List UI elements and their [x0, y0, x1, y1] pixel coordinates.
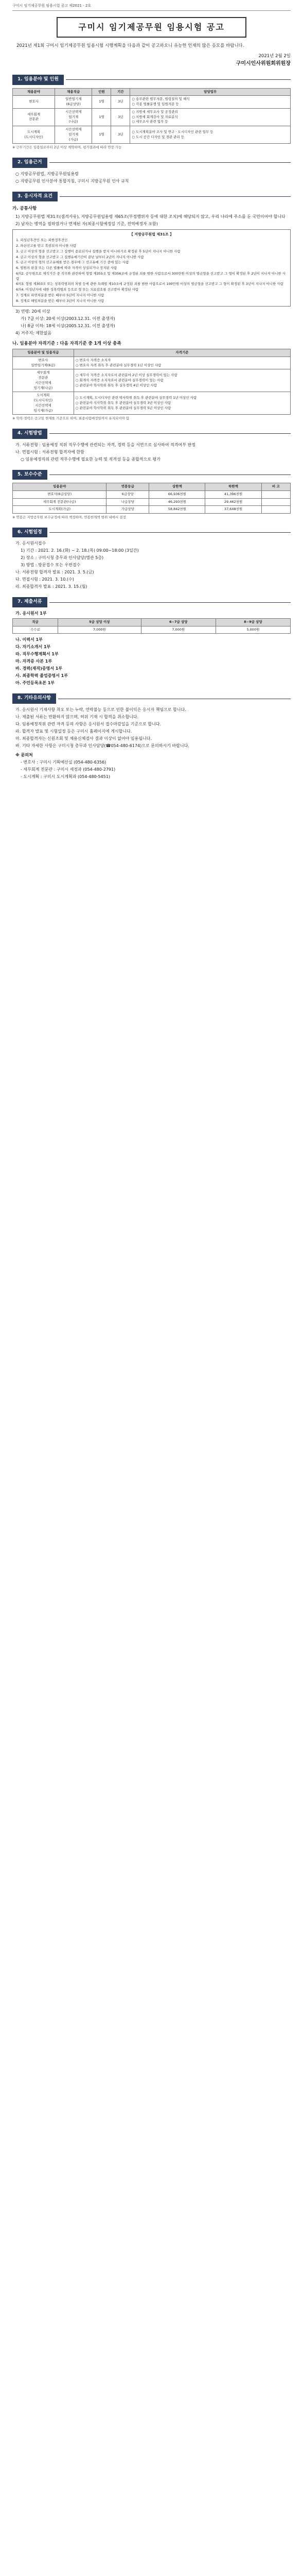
- list-item: 다. 임용예정직위 관련 자격 등의 사항은 응시원서 접수마감일을 기준으로 합니다.: [15, 721, 161, 726]
- issuer: 구미시인사위원회위원장: [236, 61, 291, 66]
- section-heading: 8. 기타유의사항: [12, 693, 56, 704]
- table-row: 세무회계 전문관 시간선택제 임기제 (나급) 1명 3년 ○ 지방세 세무조사 및 공정관리 ○ 지방세 회계감사 및 자료분석 ○ 세무조사 관련 업무 등: [13, 108, 291, 126]
- table-row: 도시계획 (도시디자인) 시간선택제 임기제 (가급) 1명 3년 ○ 도시계획분야 조사 및 연구 · 도시디자인 관련 업무 등 ○ 도시 공간 디자인 및 경관 관리 등: [13, 126, 291, 144]
- intro-text: 2021년 제1회 구미시 임기제공무원 임용시험 시행계획을 다음과 같이 공고하오니 유능한 인재의 많은 응모를 바랍니다.: [16, 43, 244, 48]
- section-heading: 1. 임용분야 및 인원: [12, 75, 64, 85]
- table-row: 변호사(6급상당) 6급상당 66,936천원 41,396천원: [13, 490, 291, 498]
- table-note: ※ 근무기간은 임용일로부터 2년 이상 계약하며, 평가결과에 따라 연장 가능: [12, 145, 122, 150]
- law-box: 【 지방공무원법 제31조 】 1. 피성년후견인 또는 피한정후견인 2. 파산선고를 받고 복권되지 아니한 사람 3. 금고 이상의 형을 선고받고 그 집행이 종료되거나 집행을 받지 아니하기로 확정된 후 5년이 지나지 아니한 사람 4. 금고 이상의 형을 선고받고 그 집행유예기간이 끝난 날부터 2년이 지나지 아니한 사람 5. 금고 이상의 형의 선고유예를 받은 경우에 그 선고유예 기간 중에 있는 사람 6. 법원의 판결 또는 다른 법률에 따라 자격이 상실되거나 정지된 사람 6의2. 공무원으로 재직기간 중 직무와 관련하여 형법 제355조 및 제356조에 규정된 죄를 범한 사람으로서 300만원 이상의 벌금형을 선고받고 그 형이 확정된 후 2년이 지나지 아니한 사람 6의3. 형법 제303조 또는 성폭력범죄의 처벌 등에 관한 특례법 제10조에 규정된 죄를 범한 사람으로서 100만원 이상의 벌금형을 선고받고 그 형이 확정된 후 3년이 지나지 아니한 사람 6의4. 미성년자에 대한 성폭력범죄 등으로 형 또는 치료감호를 선고받아 확정된 사람 7. 징계로 파면처분을 받은 때부터 5년이 지나지 아니한 사람 8. 징계로 해임처분을 받은 때부터 3년이 지나지 아니한 사람: [12, 229, 291, 307]
- subheading: 가. 공통사항: [12, 206, 37, 211]
- table-note: ※ 학력·경력은 공고일 현재를 기준으로 하며, 최종시험예정일까지 유지되어야 함: [12, 416, 130, 421]
- contact-item: - 도시계획 : 구미시 도시계획과 (054-480-5451): [21, 774, 110, 779]
- table-row: 세무회계 전문관 시간선택제 임기제(나급) ○ 세무사 자격증 소지자로서 관련분야 2년 이상 실무경력이 있는 사람 ○ 회계사 자격증 소지자로서 관련분야 실무경력이 있는 사람 ○ 관련분야 학사학위 취득 후 실무경력 4년 이상인 사람: [13, 369, 291, 392]
- subheading: 나. 임용분야 자격기준 : 다음 자격기준 중 1개 이상 충족: [12, 341, 121, 347]
- table-row: 변호사 일반임기제 (6급상당) 1명 3년 ○ 송무관련 법무자문, 법령질의 및 해석 ○ 각종 법률분쟁 및 입법자문 등: [13, 96, 291, 109]
- list-item: 나. 제출된 서류는 반환하지 않으며, 허위 기재 시 합격을 취소합니다.: [15, 714, 139, 719]
- table-note: ※ 연봉은 지방공무원 보수규정에 따라 책정하며, 연봉한계액 범위 내에서 결정: [12, 515, 126, 519]
- contact-item: - 세무회계 전문관 : 구미시 세정과 (054-480-2791): [21, 767, 116, 772]
- list-item: ○ 지방공무원 인사분야 통합지침, 구미시 지방공무원 인사 규칙: [15, 178, 129, 183]
- notice-number: 구미시 임기제공무원 임용시험 공고 제2021 - 2호: [12, 3, 291, 11]
- table-row: 도시계획(가급) 가급상당 58,842천원 37,648천원: [13, 506, 291, 514]
- fee-table: 직급 5급 상당 이상 6~7급 상당 8~9급 상당 수수료 7,000원 7,000원 5,000원: [12, 618, 291, 634]
- list-item: 라. 합격자 발표 및 시험일정 등은 구미시 홈페이지에 게시합니다.: [15, 728, 132, 734]
- table-row: 변호사 일반임기제(6급) ○ 변호사 자격증 소지자 ○ 변호사 자격 취득 후 관련분야 실무경력 1년 이상인 사람: [13, 357, 291, 369]
- table-row: 세무회계 전문관(나급) 나급상당 46,293천원 29,462천원: [13, 498, 291, 506]
- list-item: 마. 최종합격자는 신원조회 및 채용신체검사 결과 이상이 없어야 임용됩니다.: [15, 736, 152, 741]
- section-heading: 6. 시험일정: [12, 528, 47, 538]
- notice-page: 구미시 임기제공무원 임용시험 공고 제2021 - 2호 구미시 임기제공무원 임용시험 공고 2021년 제1회 구미시 임기제공무원 임용시험 시행계획을 다음과 같이 공고하오니 유능한 인재의 많은 응모를 바랍니다. 2021년 2월 2일 구미시인사위원회위원장 1. 임용분야 및 인원 채용분야 채용직급 인원 기간 담당업무 변호사 일반임기제 (6급상당) 1명 3년 ○ 송무관련 법무자문, 법령질의 및 해석 ○ 각종 법률분쟁 및 입법자문 등 세무회계 전문관 시간선택제 임기제 (나급) 1명 3년 ○ 지방세 세무조사 및 공정관리 ○ 지방세 회계감사 및 자료분석 ○ 세무조사 관련 업무 등 도시계획 (도시디자인) 시간선택제 임기제 (가급) 1명 3년 ○ 도시계획분야 조사 및 연구 · 도시디자인 관련 업무 등 ○ 도시 공간 디자인 및 경관 관리 등 ※ 근무기간은 임용일로부터 2년 이상 계약하며, 평가결과에 따라 연장 가능 2. 임용근거 ○ 지방공무원법, 지방공무원임용령 ○ 지방공무원 인사분야 통합지침, 구미시 지방공무원 인사 규칙 3. 응시자격 요건 가. 공통사항 1) 지방공무원법 제31조(결격사유), 지방공무원임용령 제65조(부정행위자 등에 대한 조치)에 해당되지 않고, 우리 나라에 주소를 둔 국민이어야 합니다 2) 남자는 병역을 필하였거나 면제된 자(최종시험예정일 기준, 전역예정자 포함) 【 지방공무원법 제31조 】 1. 피성년후견인 또는 피한정후견인 2. 파산선고를 받고 복권되지 아니한 사람 3. 금고 이상의 형을 선고받고 그 집행이 종료되거나 집행을 받지 아니하기로 확정된 후 5년이 지나지 아니한 사람 4. 금고 이상의 형을 선고받고 그 집행유예기간이 끝난 날부터 2년이 지나지 아니한 사람 5. 금고 이상의 형의 선고유예를 받은 경우에 그 선고유예 기간 중에 있는 사람 6. 법원의 판결 또는 다른 법률에 따라 자격이 상실되거나 정지된 사람 6의2. 공무원으로 재직기간 중 직무와 관련하여 형법 제355조 및 제356조에 규정된 죄를 범한 사람으로서 300만원 이상의 벌금형을 선고받고 그 형이 확정된 후 2년이 지나지 아니한 사람 6의3. 형법 제303조 또는 성폭력범죄의 처벌 등에 관한 특례법 제10조에 규정된 죄를 범한 사람으로서 100만원 이상의 벌금형을 선고받고 그 형이 확정된 후 3년이 지나지 아니한 사람 6의4. 미성년자에 대한 성폭력범죄 등으로 형 또는 치료감호를 선고받아 확정된 사람 7. 징계로 파면처분을 받은 때부터 5년이 지나지 아니한 사람 8. 징계로 해임처분을 받은 때부터 3년이 지나지 아니한 사람 3) 연령: 20세 이상 가) 7급 이상: 20세 이상(2003.12.31. 이전 출생자) 나) 8급 이하: 18세 이상(2005.12.31. 이전 출생자) 4) 거주지: 제한없음 나. 임용분야 자격기준 : 다음 자격기준 중 1개 이상 충족 임용분야 및 임용직급 자격기준 변호사 일반임기제(6급) ○ 변호사 자격증 소지자 ○ 변호사 자격 취득 후 관련분야 실무경력 1년 이상인 사람 세무회계 전문관 시간선택제 임기제(나급) ○ 세무사 자격증 소지자로서 관련분야 2년 이상 실무경력이 있는 사람 ○ 회계사 자격증 소지자로서 관련분야 실무경력이 있는 사람 ○ 관련분야 학사학위 취득 후 실무경력 4년 이상인 사람 도시계획 (도시디자인) 시간선택제 임기제(가급) ○ 도시계획, 도시디자인 관련 박사학위 취득 후 관련분야 실무경력 1년 이상인 사람 ○ 관련분야 석사학위 취득 후 관련분야 실무경력 3년 이상인 사람 ○ 관련분야 학사학위 취득 후 관련분야 실무경력 5년 이상인 사람 ※ 학력·경력은 공고일 현재를 기준으로 하며, 최종시험예정일까지 유지되어야 함 4. 시험방법 가. 서류전형 : 임용예정 직위 직무수행에 관련되는 자격, 경력 등을 서면으로 심사하여 적격여부 판정 나. 면접시험 : 서류전형 합격자에 한함 ○ 임용예정직위 관련 직무수행에 필요한 능력 및 적격성 등을 종합적으로 평가 5. 보수수준 임용분야 연봉등급 상한액 하한액 비 고 변호사(6급상당) 6급상당 66,936천원 41,396천원 세무회계 전문관(나급) 나급상당 46,293천원 29,462천원 도시계획(가급) 가급상당 58,842천원 37,648천원 ※ 연봉은 지방공무원 보수규정에 따라 책정하며, 연봉한계액 범위 내에서 결정 6. 시험일정 가. 응시원서접수 1) 기간 : 2021. 2. 16.(화) ~ 2. 18.(목) 09:00~18:00 (3일간) 2) 장소 : 구미시청 총무과 인사담당(별관 5층) 3) 방법 : 방문접수 또는 우편접수 나. 서류전형 합격자 발표 : 2021. 3. 5.(금) 다. 면접시험 : 2021. 3. 10.(수) 라. 최종합격자 발표 : 2021. 3. 15.(월) 7. 제출서류 가. 응시원서 1부 직급 5급 상당 이상 6~7급 상당 8~9급 상당 수수료 7,000원 7,000원 5,000원 나. 이력서 1부 다. 자기소개서 1부 라. 직무수행계획서 1부 마. 자격증 사본 1부 바. 경력(재직)증명서 1부 사. 최종학력 졸업증명서 1부 아. 주민등록초본 1부 8. 기타유의사항 가. 응시원서 기재사항 착오 또는 누락, 연락불능 등으로 인한 불이익은 응시자 책임으로 합니다. 나. 제출된 서류는 반환하지 않으며, 허위 기재 시 합격을 취소합니다. 다. 임용예정직위 관련 자격 등의 사항은 응시원서 접수마감일을 기준으로 합니다. 라. 합격자 발표 및 시험일정 등은 구미시 홈페이지에 게시합니다. 마. 최종합격자는 신원조회 및 채용신체검사 결과 이상이 없어야 임용됩니다. 바. 기타 자세한 사항은 구미시청 총무과 인사담당(☎054-480-6174)으로 문의하시기 바랍니다. ※ 문의처 - 변호사 : 구미시 기획예산실 (054-480-6356) - 세무회계 전문관 : 구미시 세정과 (054-480-2791) - 도시계획 : 구미시 도시계획과 (054-480-5451): [12, 4, 291, 779]
- section-heading: 2. 임용근거: [12, 158, 47, 168]
- table-row: 수수료 7,000원 7,000원 5,000원: [13, 626, 291, 634]
- contact-item: - 변호사 : 구미시 기획예산실 (054-480-6356): [21, 759, 106, 765]
- salary-table: 임용분야 연봉등급 상한액 하한액 비 고 변호사(6급상당) 6급상당 66,936천원 41,396천원 세무회계 전문관(나급) 나급상당 46,293천원 29,462천원 도시계획(가급) 가급상당 58,842천원 37,648천원: [12, 483, 291, 514]
- section-heading: 3. 응시자격 요건: [12, 192, 58, 202]
- list-item: 가. 응시원서 기재사항 착오 또는 누락, 연락불능 등으로 인한 불이익은 응시자 책임으로 합니다.: [15, 707, 186, 712]
- qualification-table: 임용분야 및 임용직급 자격기준 변호사 일반임기제(6급) ○ 변호사 자격증 소지자 ○ 변호사 자격 취득 후 관련분야 실무경력 1년 이상인 사람 세무회계 전문관 시간선택제 임기제(나급) ○ 세무사 자격증 소지자로서 관련분야 2년 이상 실무경력이 있는 사람 ○ 회계사 자격증 소지자로서 관련분야 실무경력이 있는 사람 ○ 관련분야 학사학위 취득 후 실무경력 4년 이상인 사람 도시계획 (도시디자인) 시간선택제 임기제(가급) ○ 도시계획, 도시디자인 관련 박사학위 취득 후 관련분야 실무경력 1년 이상인 사람 ○ 관련분야 석사학위 취득 후 관련분야 실무경력 3년 이상인 사람 ○ 관련분야 학사학위 취득 후 관련분야 실무경력 5년 이상인 사람: [12, 349, 291, 415]
- list-item: 바. 기타 자세한 사항은 구미시청 총무과 인사담당(☎054-480-6174)으로 문의하시기 바랍니다.: [15, 743, 189, 748]
- contact-label: ※ 문의처: [15, 752, 33, 757]
- table-row: 도시계획 (도시디자인) 시간선택제 임기제(가급) ○ 도시계획, 도시디자인 관련 박사학위 취득 후 관련분야 실무경력 1년 이상인 사람 ○ 관련분야 석사학위 취득 후 관련분야 실무경력 3년 이상인 사람 ○ 관련분야 학사학위 취득 후 관련분야 실무경력 5년 이상인 사람: [13, 392, 291, 415]
- section-heading: 4. 시험방법: [12, 429, 47, 439]
- notice-date: 2021년 2월 2일: [258, 54, 291, 59]
- positions-table: 채용분야 채용직급 인원 기간 담당업무 변호사 일반임기제 (6급상당) 1명 3년 ○ 송무관련 법무자문, 법령질의 및 해석 ○ 각종 법률분쟁 및 입법자문 등 세무회계 전문관 시간선택제 임기제 (나급) 1명 3년 ○ 지방세 세무조사 및 공정관리 ○ 지방세 회계감사 및 자료분석 ○ 세무조사 관련 업무 등 도시계획 (도시디자인) 시간선택제 임기제 (가급) 1명 3년 ○ 도시계획분야 조사 및 연구 · 도시디자인 관련 업무 등 ○ 도시 공간 디자인 및 경관 관리 등: [12, 88, 291, 144]
- notice-title: 구미시 임기제공무원 임용시험 공고: [57, 17, 246, 38]
- list-item: ○ 지방공무원법, 지방공무원임용령: [15, 171, 79, 176]
- section-heading: 5. 보수수준: [12, 470, 47, 480]
- section-heading: 7. 제출서류: [12, 597, 47, 607]
